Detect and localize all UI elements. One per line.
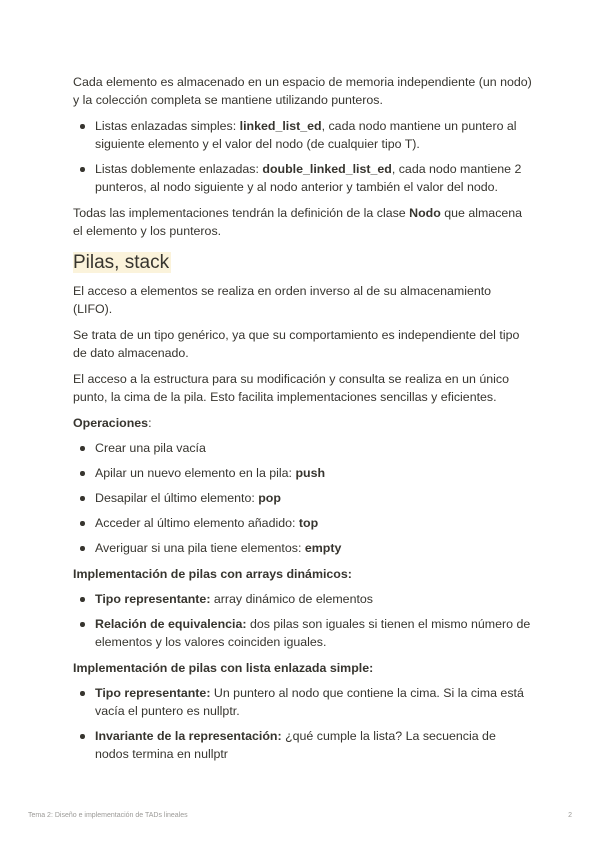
stack-paragraph-3: El acceso a la estructura para su modificación y consulta se realiza en un único punto, la cima de la pila. Esto facilita implementaciones sencillas y eficientes. — [73, 372, 509, 404]
operations-label: Operaciones: — [73, 416, 152, 430]
list-item: Listas doblemente enlazadas: double_linked_list_ed, cada nodo mantiene 2 punteros, al nodo siguiente y al nodo anterior y también el valor del nodo. — [95, 160, 533, 196]
document-page — [73, 73, 533, 771]
stack-paragraph-2: Se trata de un tipo genérico, ya que su comportamiento es independiente del tipo de dato almacenado. — [73, 328, 520, 360]
list-item: Crear una pila vacía — [95, 439, 533, 457]
linked-list — [73, 684, 533, 763]
section-heading: Pilas, stack — [73, 252, 170, 273]
arrays-heading: Implementación de pilas con arrays dinámicos: — [73, 567, 352, 581]
list-item: Tipo representante: array dinámico de elementos — [95, 590, 533, 608]
list-item: Invariante de la representación: ¿qué cumple la lista? La secuencia de nodos termina en nullptr — [95, 727, 533, 763]
list-item: Relación de equivalencia: dos pilas son iguales si tienen el mismo número de elementos y los valores coinciden iguales. — [95, 615, 533, 651]
list-item: Tipo representante: Un puntero al nodo que contiene la cima. Si la cima está vacía el puntero es nullptr. — [95, 684, 533, 720]
page-number: 2 — [568, 812, 572, 819]
stack-paragraph-1: El acceso a elementos se realiza en orden inverso al de su almacenamiento (LIFO). — [73, 284, 492, 316]
operations-list — [73, 439, 533, 557]
list-item: Acceder al último elemento añadido: top — [95, 514, 533, 532]
arrays-list — [73, 590, 533, 651]
intro-list — [73, 117, 533, 196]
intro-paragraph: Cada elemento es almacenado en un espacio de memoria independiente (un nodo) y la colección completa se mantiene utilizando punteros. — [73, 75, 532, 107]
list-item: Apilar un nuevo elemento en la pila: push — [95, 464, 533, 482]
closing-paragraph: Todas las implementaciones tendrán la definición de la clase Nodo que almacena el elemento y los punteros. — [73, 206, 523, 238]
list-item: Desapilar el último elemento: pop — [95, 489, 533, 507]
list-item: Averiguar si una pila tiene elementos: empty — [95, 539, 533, 557]
linked-list-heading: Implementación de pilas con lista enlazada simple: — [73, 661, 374, 675]
footer-title: Tema 2: Diseño e implementación de TADs lineales — [28, 812, 188, 819]
list-item: Listas enlazadas simples: linked_list_ed, cada nodo mantiene un puntero al siguiente elemento y el valor del nodo (de cualquier tipo T). — [95, 117, 533, 153]
page-footer — [28, 812, 572, 819]
